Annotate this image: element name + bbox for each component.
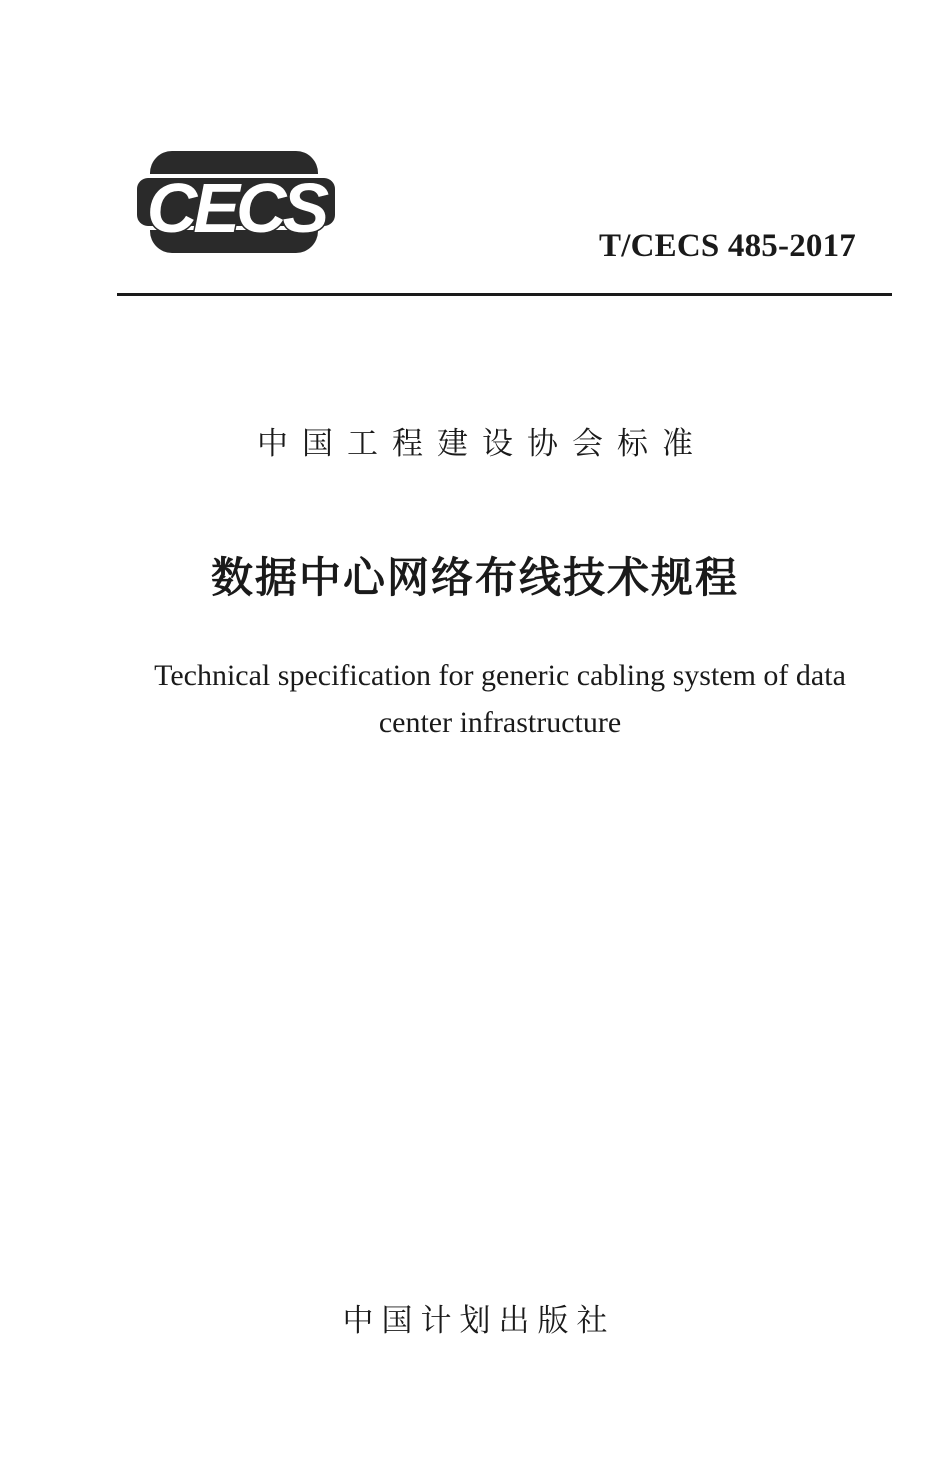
document-title-cn: 数据中心网络布线技术规程 xyxy=(210,553,739,602)
cecs-logo xyxy=(128,148,344,256)
publisher-name: 中国计划出版社 xyxy=(342,1303,616,1339)
document-title-en-line1: Technical specification for generic cabling system of data xyxy=(154,659,846,692)
organization-standard-title: 中国工程建设协会标准 xyxy=(257,426,707,462)
document-title-en xyxy=(80,652,920,746)
svg-text:CECS: CECS xyxy=(146,169,326,247)
header-divider xyxy=(117,293,892,296)
standard-code: T/CECS 485-2017 xyxy=(599,228,856,264)
document-title-en-line2: center infrastructure xyxy=(378,706,622,739)
